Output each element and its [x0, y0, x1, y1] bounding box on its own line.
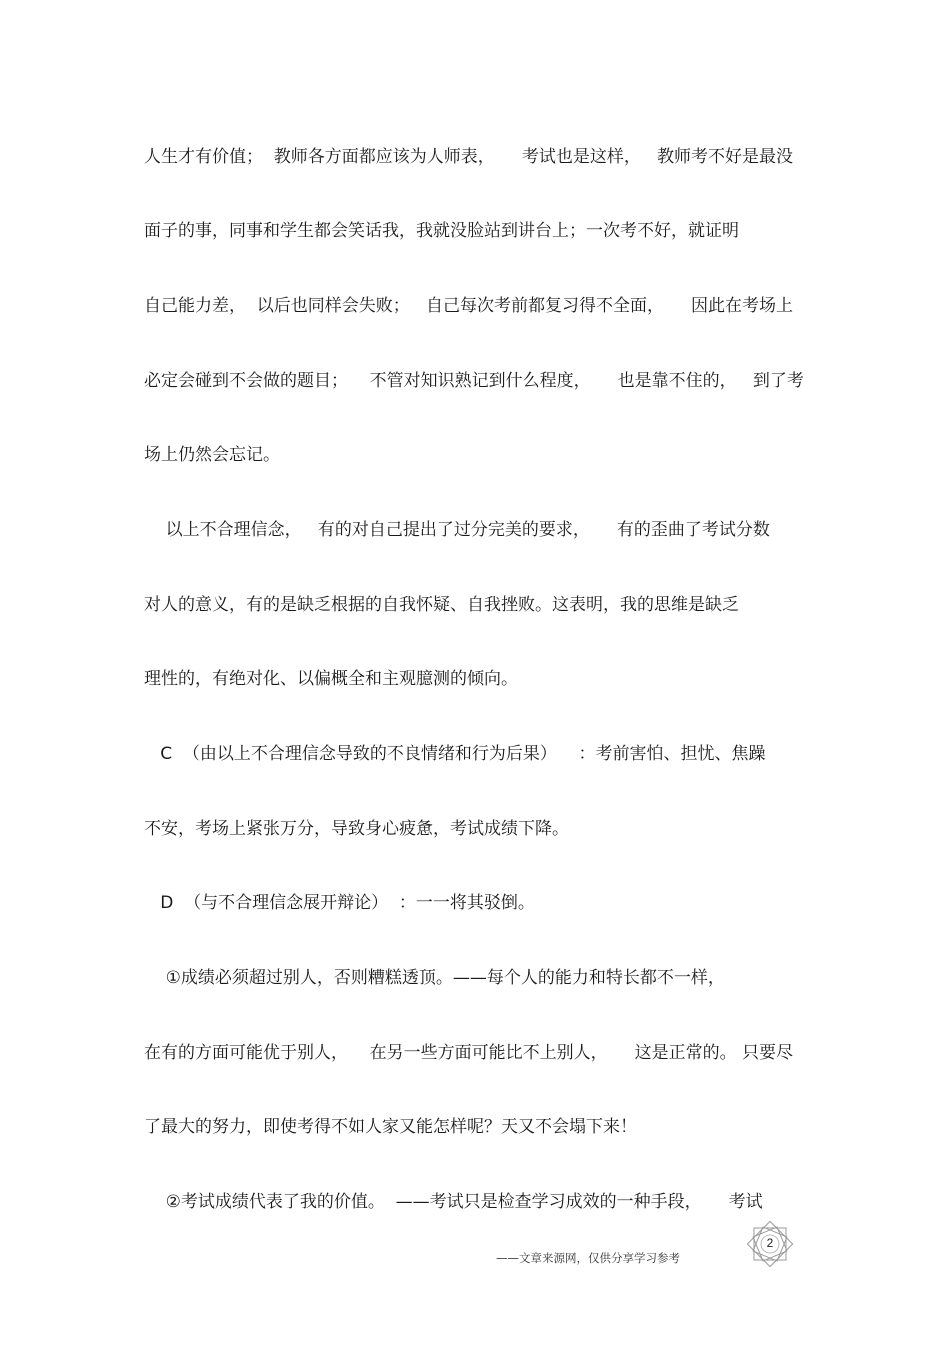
text-line: ②考试成绩代表了我的价值。 ——考试只是检查学习成效的一种手段， 考试 [144, 1192, 763, 1212]
text-line: 了最大的努力，即使考得不如人家又能怎样呢？天又不会塌下来！ [144, 1117, 637, 1137]
text-line: 人生才有价值； 教师各方面都应该为人师表， 考试也是这样， 教师考不好是最没 [144, 147, 794, 167]
text-line: ①成绩必须超过别人，否则糟糕透顶。——每个人的能力和特长都不一样， [144, 968, 725, 988]
text-line: 不安，考场上紧张万分，导致身心疲惫，考试成绩下降。 [144, 819, 569, 839]
footer-source-note: ——文章来源网，仅供分享学习参考 [496, 1251, 680, 1265]
text-line: 理性的，有绝对化、以偏概全和主观臆测的倾向。 [144, 669, 518, 689]
text-line: 自己能力差， 以后也同样会失败； 自己每次考前都复习得不全面， 因此在考场上 [144, 296, 794, 316]
text-line: 面子的事，同事和学生都会笑话我，我就没脸站到讲台上；一次考不好，就证明 [144, 221, 739, 241]
text-line: D （与不合理信念展开辩论） ：一一将其驳倒。 [144, 893, 535, 913]
text-line: 场上仍然会忘记。 [144, 445, 280, 465]
text-line: C （由以上不合理信念导致的不良情绪和行为后果） ：考前害怕、担忧、焦躁 [144, 744, 766, 764]
text-line: 对人的意义，有的是缺乏根据的自我怀疑、自我挫败。这表明，我的思维是缺乏 [144, 595, 739, 615]
page-number: 2 [766, 1236, 774, 1250]
text-line: 必定会碰到不会做的题目； 不管对知识熟记到什么程度， 也是靠不住的， 到了考 [144, 371, 804, 391]
text-line: 以上不合理信念， 有的对自己提出了过分完美的要求， 有的歪曲了考试分数 [144, 520, 770, 540]
text-line: 在有的方面可能优于别人， 在另一些方面可能比不上别人， 这是正常的。 只要尽 [144, 1043, 794, 1063]
page-number-badge [744, 1218, 796, 1270]
